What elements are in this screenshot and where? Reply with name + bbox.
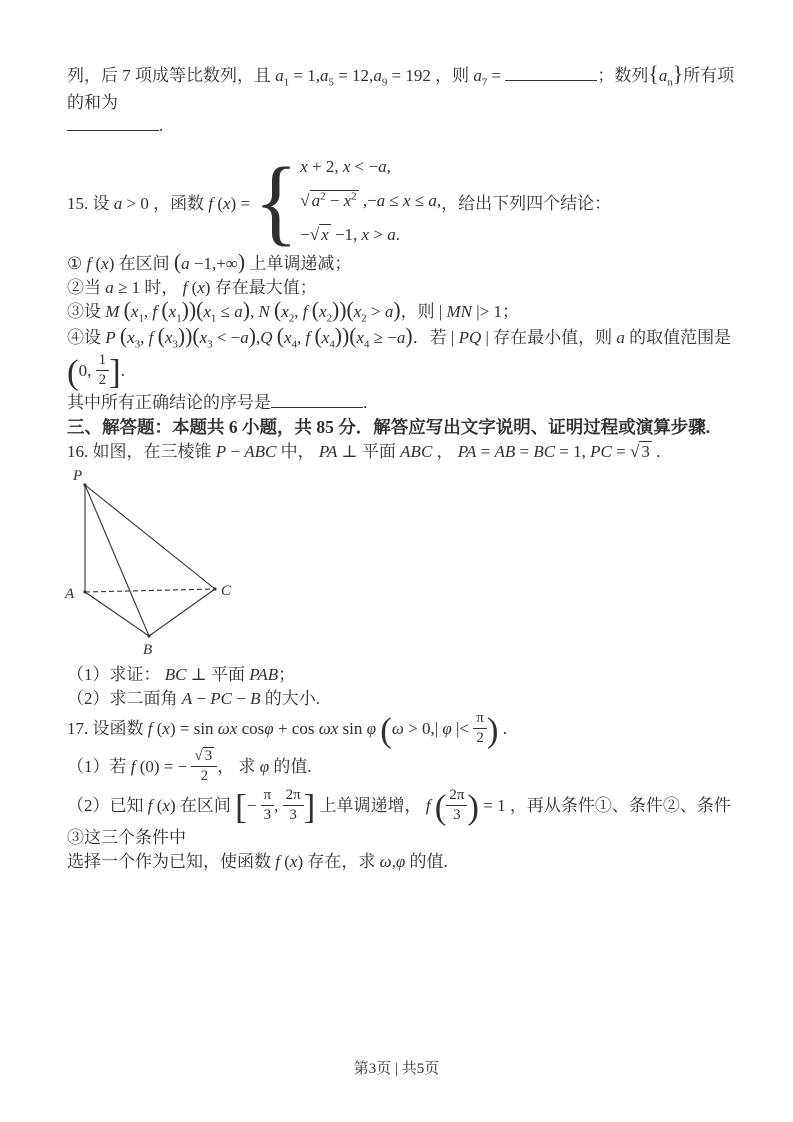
edge-bc [149,589,215,636]
q15-conclusion-4: ④设 P ($x_3$, f $(x_3))(x_3 < -a),Q$ ($x_4$, f $(x_4))(x_4 \ge -a)$．若 | PQ | 存在最小值，则 a 的取值范围是 [67,324,732,351]
q15-piecewise-cases [300,150,441,252]
q17-part2-line2: 选择一个作为已知，使函数 f (x) 存在，求 ω,φ 的值. [67,852,448,871]
q15-case-2: √ $a^2 - x^2$ ,−a ≤ x ≤ a, [300,190,442,211]
q16-statement: 16. 如图，在三棱锥 P − ABC 中， PA ⊥ 平面 ABC ， PA = AB = BC = 1, PC = √ 3 . [67,441,661,461]
answer-blank-sum [67,115,159,131]
section3-heading: 三、解答题：本题共 6 小题，共 85 分．解答应写出文字说明、证明过程或演算步骤. [67,417,711,438]
q15-case-1: x + 2, x < −a, [300,157,391,177]
answer-blank-a7 [505,65,597,81]
q15-conclusion-2: ②当 a ≥ 1 时， f (x) 存在最大值； [67,278,317,297]
q14-continuation-line1: 列，后 7 项成等比数列，且 $a_1 = 1,a_5 = 12,a_9 = 192$ ，则 $a_7$ = ；数列$\{a_n\}$所有项的和为 [67,62,735,112]
vertex-dot-c [213,588,216,591]
q16-part1: （1）求证： BC ⊥ 平面 PAB； [67,665,296,685]
q15-conclusion-3: ③设 M ($x_1$, f $(x_1))(x_1 \le a)$, N ($x_2$, f $(x_2))(x_2 > a)$，则 | MN |> 1； [67,297,519,325]
q15-case-3: −√ x −1, x > a. [300,225,400,245]
edge-ac-dashed [85,589,215,592]
q14-continuation-line2: . [67,114,737,138]
edge-pc [85,485,215,589]
vertex-dot-p [83,484,86,487]
vertex-dot-b [147,635,150,638]
vertex-label-c: C [221,583,232,600]
vertex-label-p: P [73,468,83,485]
page-footer: 第3页 | 共5页 [353,1061,440,1077]
q17-part2-line1: （2）已知 f (x) 在区间 [− $\frac{\pi}{3}$ , $\frac{2\pi}{3}$ ] 上单调递增， f ( $\frac{2\pi}{3}$ ) = 1 ，再从条件①、条件②、条件③这三个条件中 [67,786,731,848]
vertex-dot-a [83,591,86,594]
vertex-label-a: A [65,586,75,603]
q17-statement: 17. 设函数 f (x) = sin ωx cosφ + cos ωx sin φ (ω > 0,| φ |< $\frac{\pi}{2}$ ) . [67,710,507,750]
q15-lead-text: 15. 设 a > 0 ，函数 f (x) = [67,193,251,213]
q15-tail-text: ，给出下列四个结论： [441,193,612,213]
q17-part1: （1）若 f (0) = − $\frac{√ 3}{2}$ ， 求 φ 的值. [67,748,312,785]
q15-conclusion-1: ① f (x) 在区间 (a −1,+∞) 上单调递减； [67,250,352,275]
q15-answer-line: 其中所有正确结论的序号是 . [67,393,368,413]
q16-figure [61,467,251,663]
answer-blank-correct [271,392,363,408]
q15-interval: (0, $\frac{1}{2}$ ]. [67,352,125,392]
vertex-label-b: B [143,642,153,659]
piecewise-brace: { [254,147,299,255]
q16-part2: （2）求二面角 A − PC − B 的大小. [67,689,320,709]
q15-statement [67,147,737,255]
